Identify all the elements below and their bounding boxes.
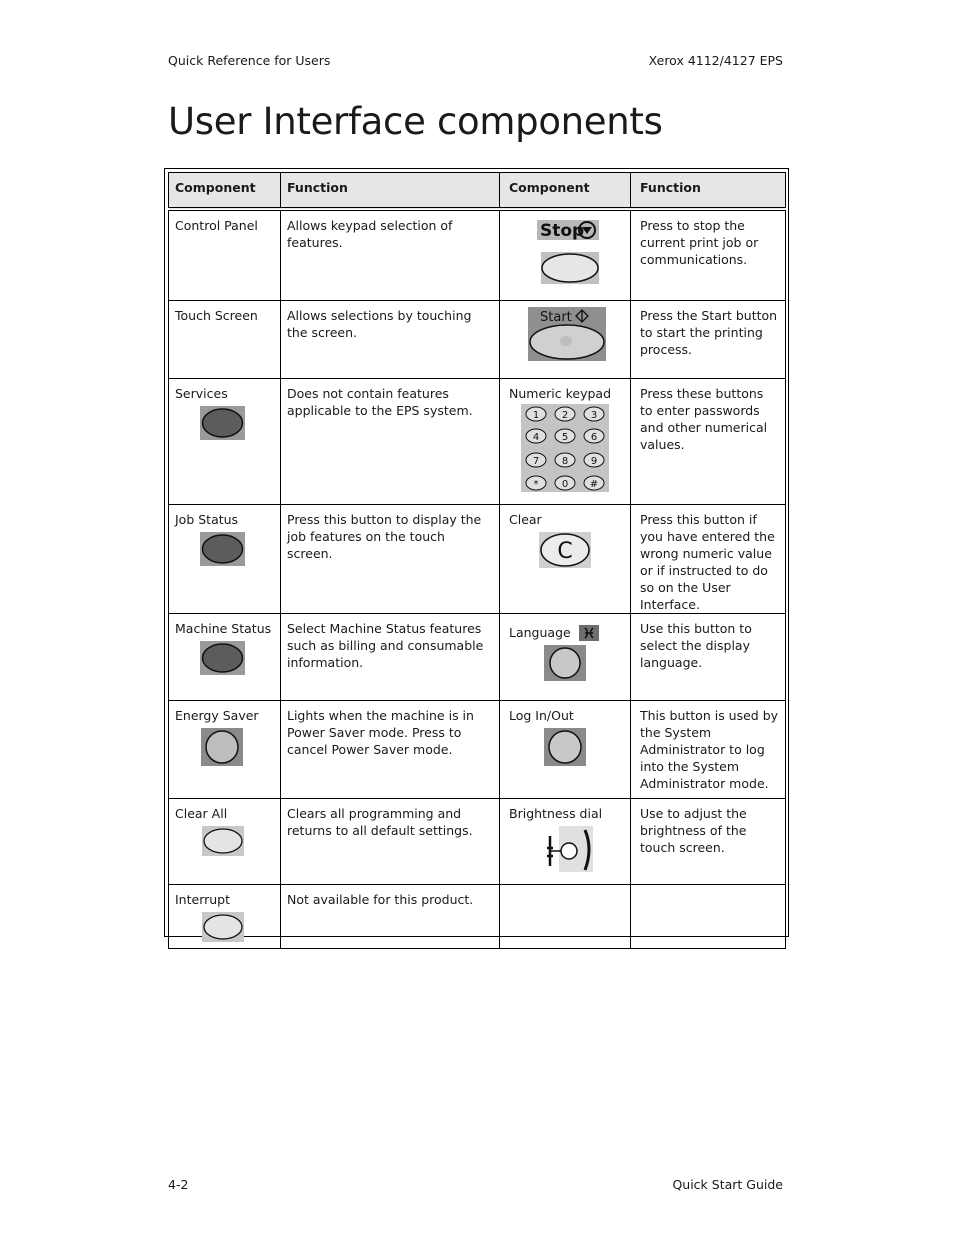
energy-saver-button-icon xyxy=(201,728,243,766)
column-header: Function xyxy=(631,173,786,210)
column-header: Component xyxy=(500,173,631,210)
brightness-dial-icon xyxy=(547,826,593,872)
component-function: Lights when the machine is in Power Saver mode. Press to cancel Power Saver mode. xyxy=(281,700,500,798)
component-name: Job Status xyxy=(175,511,239,527)
component-function: This button is used by the System Administrator to log into the System Administrator mode. xyxy=(631,700,786,798)
components-table-frame xyxy=(164,168,789,937)
component-function: Press these buttons to enter passwords and other numerical values. xyxy=(631,378,786,504)
svg-text:#: # xyxy=(589,478,599,490)
header-left: Quick Reference for Users xyxy=(168,53,331,68)
table-header-row xyxy=(169,173,786,210)
language-button-icon xyxy=(544,645,586,681)
column-header: Component xyxy=(169,173,281,210)
table-row xyxy=(169,884,786,948)
svg-text:8: 8 xyxy=(561,455,569,467)
language-label-line xyxy=(509,624,624,642)
component-cell xyxy=(169,613,281,700)
component-name: Touch Screen xyxy=(169,300,281,378)
language-icon xyxy=(579,625,599,641)
machine-status-button-icon xyxy=(200,641,245,675)
component-cell xyxy=(500,378,631,504)
page-number: 4-2 xyxy=(168,1177,189,1192)
component-name: Log In/Out xyxy=(509,707,574,723)
svg-text:2: 2 xyxy=(561,409,569,421)
component-function: Press this button if you have entered the wrong numeric value or if instructed to do so on the User Interface. xyxy=(631,504,786,613)
component-function: Use this button to select the display language. xyxy=(631,613,786,700)
table-row xyxy=(169,613,786,700)
header-right: Xerox 4112/4127 EPS xyxy=(648,53,783,68)
svg-text:Start: Start xyxy=(539,309,572,325)
table-row xyxy=(169,300,786,378)
component-cell xyxy=(169,378,281,504)
svg-text:5: 5 xyxy=(561,431,569,443)
svg-text:4: 4 xyxy=(532,431,540,443)
component-name: Brightness dial xyxy=(509,805,603,821)
component-function: Does not contain features applicable to the EPS system. xyxy=(281,378,500,504)
stop-button-cell xyxy=(500,209,631,300)
component-function: Not available for this product. xyxy=(281,884,500,948)
component-cell xyxy=(169,504,281,613)
component-function: Use to adjust the brightness of the touch screen. xyxy=(631,798,786,884)
component-cell xyxy=(169,884,281,948)
svg-text:6: 6 xyxy=(590,431,598,443)
svg-text:9: 9 xyxy=(590,455,598,467)
component-function: Allows keypad selection of features. xyxy=(281,209,500,300)
footer-guide-title: Quick Start Guide xyxy=(672,1177,783,1192)
clear-all-button-icon xyxy=(202,826,244,856)
component-cell xyxy=(500,700,631,798)
job-status-button-icon xyxy=(200,532,245,566)
svg-text:1: 1 xyxy=(532,409,540,421)
svg-text:C: C xyxy=(557,538,573,564)
component-name: Machine Status xyxy=(175,620,272,636)
svg-text:7: 7 xyxy=(532,455,540,467)
component-name: Clear All xyxy=(175,805,228,821)
component-cell xyxy=(500,798,631,884)
component-cell xyxy=(169,798,281,884)
component-name: Interrupt xyxy=(175,891,231,907)
log-in-out-button-icon xyxy=(544,728,586,766)
component-cell xyxy=(169,700,281,798)
start-button-icon xyxy=(528,307,606,361)
empty-cell xyxy=(500,884,631,948)
component-function: Press to stop the current print job or communications. xyxy=(631,209,786,300)
component-function: Clears all programming and returns to all default settings. xyxy=(281,798,500,884)
table-row xyxy=(169,700,786,798)
table-row xyxy=(169,798,786,884)
component-name: Energy Saver xyxy=(175,707,259,723)
component-name: Services xyxy=(175,385,228,401)
component-name: Language xyxy=(509,624,571,640)
svg-text:3: 3 xyxy=(590,409,598,421)
table-row xyxy=(169,378,786,504)
component-function: Press this button to display the job features on the touch screen. xyxy=(281,504,500,613)
component-function: Allows selections by touching the screen. xyxy=(281,300,500,378)
component-cell xyxy=(500,613,631,700)
stop-button-icon xyxy=(535,217,599,287)
table-row xyxy=(169,504,786,613)
svg-text:*: * xyxy=(533,478,539,490)
component-cell xyxy=(500,504,631,613)
svg-text:0: 0 xyxy=(561,478,569,490)
component-name: Numeric keypad xyxy=(509,385,612,401)
empty-cell xyxy=(631,884,786,948)
component-name: Control Panel xyxy=(169,209,281,300)
column-header: Function xyxy=(281,173,500,210)
services-button-icon xyxy=(200,406,245,440)
interrupt-button-icon xyxy=(202,912,244,942)
clear-button-icon xyxy=(539,532,591,568)
start-button-cell xyxy=(500,300,631,378)
component-name: Clear xyxy=(509,511,542,527)
component-function: Select Machine Status features such as billing and consumable information. xyxy=(281,613,500,700)
page-title: User Interface components xyxy=(168,100,663,143)
svg-text:Stop: Stop xyxy=(539,221,584,241)
component-function: Press the Start button to start the printing process. xyxy=(631,300,786,378)
table-row xyxy=(169,209,786,300)
numeric-keypad-icon xyxy=(521,404,609,492)
components-table xyxy=(168,172,786,949)
